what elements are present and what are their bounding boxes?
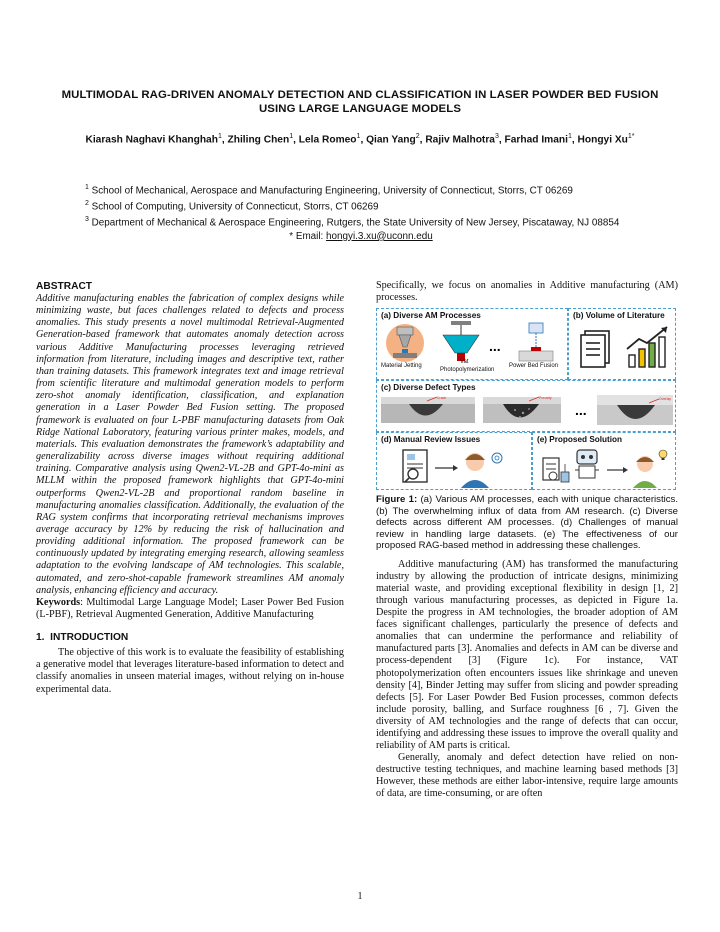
author-affiliation-mark: 1	[356, 133, 361, 140]
material-jetting-icon	[386, 324, 424, 362]
documents-icon	[581, 331, 609, 367]
email-link[interactable]: hongyi.3.xu@uconn.edu	[326, 230, 433, 242]
manual-review-icons	[379, 446, 531, 490]
affiliations	[85, 182, 637, 243]
defect-image-1	[381, 396, 475, 423]
author-name: Kiarash Naghavi Khanghah	[85, 134, 218, 146]
affiliation-2: $^2$ School of Computing, University of Connecticut, Storrs, CT 06269	[85, 199, 379, 213]
abstract-text: Additive manufacturing enables the fabrication of complex designs while minimizing waste, but faces challenges related to defects and process anomalies. This study presents a novel multimodal Retrieval-Augmented Generation-based framework that automates anomaly detection across various Additive Manufacturing processes leveraging retrieved information from literature, including images and descriptive text, rather than training datasets. This framework integrates text and image retrieval from scientific literature and multimodal generation models to perform zero-shot anomaly identification, classification, and explanation generation in a Laser Powder Bed Fusion setting. The proposed framework is evaluated on four L-PBF manufacturing datasets from Oak Ridge National Laboratory, featuring various printer makes, models, and materials. This evaluation demonstrates the framework’s adaptability and generalizability across diverse images without requiring additional training. Comparative analysis using Qwen2-VL-2B and GPT-4o-mini as MLLM within the proposed framework highlights that GPT-4o-mini outperforms Qwen2-VL-2B and proportional random baseline in manufacturing anomalies classification. Additionally, the evaluation of the RAG system confirms that incorporating retrieval mechanisms improves average accuracy by 12% by reducing the risk of hallucination and providing additional information. The proposed framework can be continuously updated by integrating emerging research, allowing seamless adaptation to the evolving landscape of AM technologies. This scalable, automated, and zero-shot-capable framework streamlines AM anomaly analysis, enhancing efficiency and accuracy.	[36, 293, 344, 596]
document-search-icon	[403, 450, 427, 482]
panel-c	[376, 380, 676, 432]
robot-icon	[575, 450, 599, 478]
intro-paragraph-3: Generally, anomaly and defect detection have relied on non-destructive testing techniques, and machine learning based methods [3] However, these methods are either labor-intensive, require large amounts of data, are time-consuming, or are often	[376, 752, 678, 800]
defect-label-3: Overlap	[659, 397, 672, 402]
affiliation-1: $^1$ School of Mechanical, Aerospace and Manufacturing Engineering, University of Connecticut, Storrs, CT 06269	[85, 184, 573, 197]
paper-title: MULTIMODAL RAG-DRIVEN ANOMALY DETECTION AND CLASSIFICATION IN LASER POWDER BED FUSION USING LARGE LANGUAGE MODELS	[61, 89, 659, 115]
corresponding-email: * Email: hongyi.3.xu@uconn.edu	[289, 230, 433, 242]
defect-label-2: Porosity	[539, 396, 552, 401]
label-photopolymerization: Photopolymerization	[440, 367, 495, 374]
figure-1	[376, 308, 676, 490]
figure-caption: Figure 1: (a) Various AM processes, each with unique characteristics. (b) The overwhelming influx of data from AM research. (c) Diverse defects across different AM processes. (d) Challenges of manual review in handling large datasets. (e) The effectiveness of our proposed RAG-based method in addressing these challenges.	[376, 494, 679, 552]
panel-d-label: (d) Manual Review Issues	[381, 435, 481, 445]
defect-image-2	[483, 396, 561, 423]
intro-paragraph-2: Additive manufacturing (AM) has transformed the manufacturing industry by allowing the production of intricate designs, minimizing material waste, and providing exceptional flexibility in design [1, 2] through various manufacturing processes, as depicted in Figure 1a. Despite the progress in AM technologies, the broader adoption of AM faces significant challenges, particularly the presence of defects and anomalies that can undermine the performance and reliability of manufactured parts [3]. Anomalies and defects in AM can be diverse and process-dependent [3] (Figure 1c). For instance, VAT photopolymerization often encounters issues like shrinkage and uneven density [4], Binder Jetting may suffer from slicing and powder spreading defects [5]. For Laser Powder Bed Fusion processes, common defects include porosity, balling, and Surface roughness [6 , 7]. Given the diversity of AM technologies and the range of defects that can occur, identifying and addressing these issues to improve the overall quality and reliability of AM parts is critical.	[376, 558, 678, 752]
author-list: Kiarash Naghavi Khanghah$^1$, Zhiling Chen$^1$, Lela Romeo$^1$, Qian Yang$^2$, Rajiv Malhotra$^3$, Farhad Imani$^1$, Hongyi $Xu^{1*}$	[85, 133, 635, 146]
author-name: Lela Romeo	[298, 134, 357, 146]
right-column	[376, 280, 678, 801]
ellipsis-c: ...	[575, 402, 587, 419]
arrow-icon	[435, 465, 458, 471]
label-power-bed-fusion: Power Bed Fusion	[509, 363, 559, 370]
author-name: Zhiling Chen	[227, 134, 290, 146]
caption-label: Figure 1:	[376, 494, 418, 506]
left-column	[36, 280, 344, 696]
panel-b	[568, 308, 676, 380]
vat-photopolymerization-icon	[443, 321, 479, 361]
page-number: 1	[357, 891, 363, 902]
panel-a-label: (a) Diverse AM Processes	[381, 311, 481, 321]
author-affiliation-mark: 3	[494, 133, 499, 140]
intro-continued: Specifically, we focus on anomalies in Additive manufacturing (AM) processes.	[376, 280, 678, 304]
author-name: Rajiv Malhotra	[425, 134, 495, 146]
author-name: Qian Yang	[366, 134, 416, 146]
proposed-solution-icons	[535, 446, 675, 490]
keywords-label: Keywords	[36, 596, 81, 608]
panel-a	[376, 308, 568, 380]
author-name: Hongyi Xu	[577, 134, 628, 146]
panel-e	[532, 432, 676, 490]
intro-heading: 1. INTRODUCTION	[36, 632, 129, 644]
author-affiliation-mark: 1	[567, 133, 572, 140]
happy-person-icon	[633, 450, 667, 488]
author-affiliation-mark: 1	[217, 133, 222, 140]
growth-chart-icon	[627, 327, 667, 367]
author-name: Farhad Imani	[504, 134, 568, 146]
confused-person-icon	[461, 453, 502, 488]
affiliation-3: $^3$ Department of Mechanical & Aerospace Engineering, Rutgers, the State University of New Jersey, Piscataway, NJ 08854	[85, 215, 620, 229]
ellipsis-a: ...	[489, 338, 501, 355]
label-material-jetting: Material Jetting	[381, 363, 422, 370]
defect-label-1: Crack	[437, 396, 447, 401]
defect-images	[379, 391, 675, 431]
powder-bed-fusion-icon	[519, 323, 553, 361]
intro-paragraph: The objective of this work is to evaluate the feasibility of establishing a generative model that leverages literature-based information to detect and classify anomalies in unseen material images, without relying on in-house experimental data.	[36, 647, 344, 695]
author-affiliation-mark: 2	[415, 133, 420, 140]
panel-c-label: (c) Diverse Defect Types	[381, 383, 476, 393]
panel-e-label: (e) Proposed Solution	[537, 435, 623, 445]
abstract-heading: ABSTRACT	[36, 281, 93, 292]
author-affiliation-mark: 1	[289, 133, 294, 140]
label-vat: Vat	[460, 359, 469, 366]
defect-image-3	[597, 395, 673, 425]
keywords: Keywords: Multimodal Large Language Model; Laser Power Bed Fusion (L-PBF), Retrieval Augmented Generation, Additive Manufacturing	[36, 596, 344, 621]
document-robot-icon	[543, 458, 569, 482]
arrow-icon	[607, 467, 628, 473]
panel-b-label: (b) Volume of Literature	[573, 311, 665, 321]
author-affiliation-mark: 1*	[627, 133, 635, 140]
literature-icons	[571, 325, 675, 377]
panel-d	[376, 432, 532, 490]
